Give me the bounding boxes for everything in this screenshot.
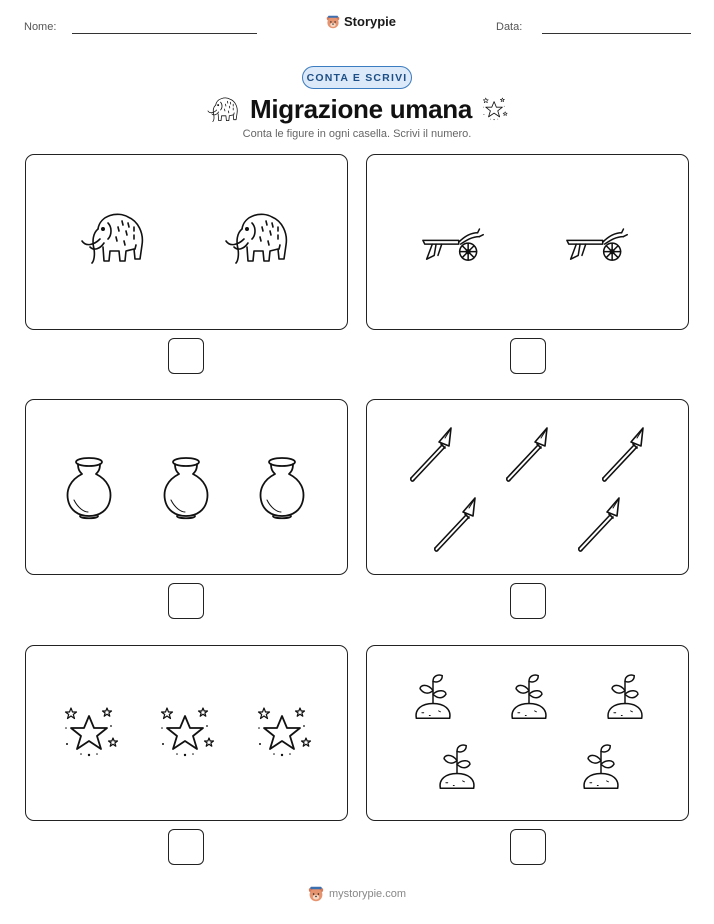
brand-name: Storypie (344, 14, 397, 29)
counting-box-plows (366, 154, 689, 330)
page-title: Migrazione umana (249, 93, 472, 124)
mammoth-icon (206, 94, 240, 124)
name-line[interactable] (72, 33, 257, 34)
answer-box-sprouts[interactable] (510, 829, 546, 865)
spear-icon (431, 496, 479, 552)
sprout-icon (435, 742, 479, 792)
stars-icon (482, 97, 508, 121)
spear-icon (503, 426, 551, 482)
counting-box-stars (25, 645, 348, 821)
mammoth-icon (78, 207, 148, 267)
vase-icon (257, 456, 307, 520)
counting-box-spears (366, 399, 689, 575)
date-label: Data: (496, 21, 523, 33)
sprout-icon (411, 672, 455, 722)
sprout-icon (603, 672, 647, 722)
instruction-text: Conta le figure in ogni casella. Scrivi il numero. (242, 128, 472, 140)
activity-tag: CONTA E SCRIVI (302, 66, 412, 89)
stars-icon (63, 706, 119, 758)
name-label: Nome: (24, 21, 57, 33)
spear-icon (407, 426, 455, 482)
footer-site[interactable]: mystorypie.com (328, 888, 407, 900)
plow-icon (565, 227, 631, 265)
answer-box-mammoths[interactable] (168, 338, 204, 374)
answer-box-stars[interactable] (168, 829, 204, 865)
answer-box-spears[interactable] (510, 583, 546, 619)
date-line[interactable] (542, 33, 691, 34)
stars-icon (159, 706, 215, 758)
vase-icon (161, 456, 211, 520)
counting-box-vases (25, 399, 348, 575)
spear-icon (599, 426, 647, 482)
bear-icon (326, 15, 340, 29)
answer-box-vases[interactable] (168, 583, 204, 619)
plow-icon (421, 227, 487, 265)
vase-icon (64, 456, 114, 520)
bear-icon (308, 886, 324, 902)
title-row (200, 92, 514, 126)
spear-icon (575, 496, 623, 552)
sprout-icon (579, 742, 623, 792)
brand-logo (326, 14, 396, 29)
sprout-icon (507, 672, 551, 722)
stars-icon (256, 706, 312, 758)
counting-box-sprouts (366, 645, 689, 821)
mammoth-icon (222, 207, 292, 267)
footer (0, 886, 714, 902)
answer-box-plows[interactable] (510, 338, 546, 374)
counting-box-mammoths (25, 154, 348, 330)
